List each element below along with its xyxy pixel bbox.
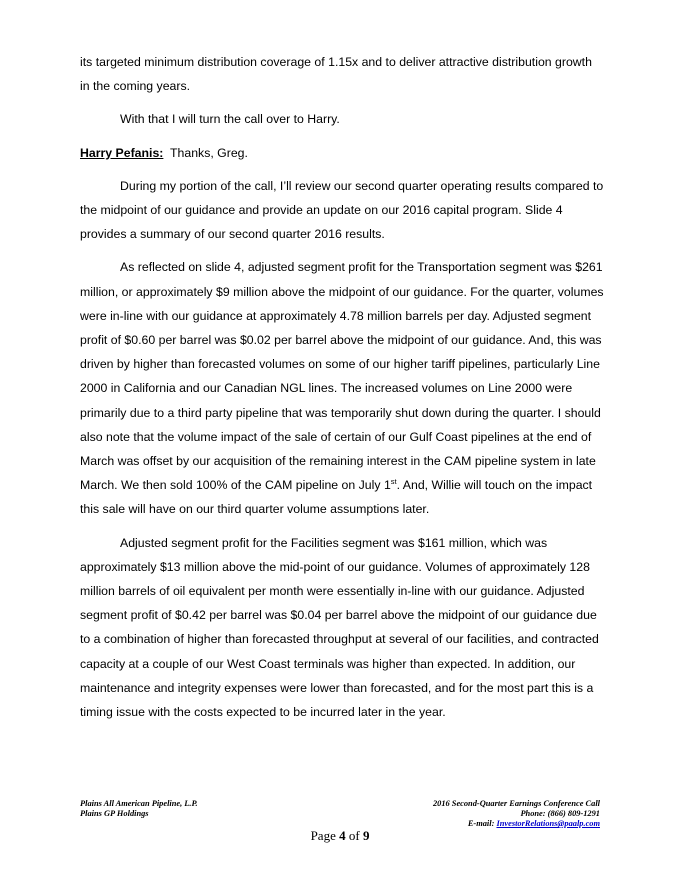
footer-company <box>80 799 198 819</box>
footer-phone: Phone: (866) 809-1291 <box>520 809 600 818</box>
page-current: 4 <box>339 828 346 843</box>
page-prefix: Page <box>310 828 340 843</box>
footer-company-name: Plains All American Pipeline, L.P. <box>80 799 198 808</box>
paragraph-review-intro: During my portion of the call, I’ll review our second quarter operating results compared to the midpoint of our guidance and provide an update on our 2016 capital program. Slide 4 provides a summary of our second quarter 2016 results. <box>80 178 604 242</box>
paragraph-transportation-segment <box>80 255 604 521</box>
page-total: 9 <box>362 828 370 843</box>
page-number <box>0 828 680 844</box>
paragraph-turn-over: With that I will turn the call over to Harry. <box>120 112 340 127</box>
paragraph-speaker-harry <box>80 141 604 165</box>
transportation-text-part2: . And, Willie will touch on the impact this sale will have on our third quarter volume assumptions later. <box>80 478 593 517</box>
footer-holdings-name: Plains GP Holdings <box>80 809 149 818</box>
page-of: of <box>345 828 363 843</box>
paragraph-facilities-segment: Adjusted segment profit for the Facilities segment was $161 million, which was approximately $13 million above the mid-point of our guidance. Volumes of approximately 128 million barrels of oil equivalent per month were essentially in-line with our guidance. Adjusted segment profit of $0.42 per barrel was $0.04 per barrel above the midpoint of our guidance due to a combination of higher than forecasted throughput at several of our facilities, and contracted capacity at a couple of our West Coast terminals was higher than expected. In addition, our maintenance and integrity expenses were lower than forecasted, and for the most part this is a timing issue with the costs expected to be incurred later in the year. <box>80 535 599 720</box>
transportation-text-part1: As reflected on slide 4, adjusted segment profit for the Transportation segment was $261 million, or approximately $9 million above the midpoint of our guidance. For the quarter, volumes were in-line with our guidance at approximately 4.78 million barrels per day. Adjusted segment profit of $0.60 per barrel was $0.02 per barrel above the midpoint of our guidance. And, this was driven by higher than forecasted volumes on some of our higher tariff pipelines, particularly Line 2000 in California and our Canadian NGL lines. The increased volumes on Line 2000 were primarily due to a third party pipeline that was temporarily shut down during the quarter. I should also note that the volume impact of the sale of certain of our Gulf Coast pipelines at the end of March was offset by our acquisition of the remaining interest in the CAM pipeline system in late March. We then sold 100% of the CAM pipeline on July 1 <box>80 260 604 493</box>
footer-email-label: E-mail: <box>467 819 497 828</box>
speaker-name: Harry Pefanis: <box>80 145 164 160</box>
footer-call-title: 2016 Second-Quarter Earnings Conference Call <box>432 799 600 808</box>
paragraph-distribution-coverage: its targeted minimum distribution coverage of 1.15x and to deliver attractive distribution growth in the coming years. <box>80 55 592 94</box>
document-body <box>80 50 604 733</box>
speaker-text: Thanks, Greg. <box>170 145 248 160</box>
investor-relations-email-link[interactable]: InvestorRelations@paalp.com <box>496 819 600 828</box>
footer-contact <box>433 799 600 829</box>
ordinal-superscript: st <box>390 477 397 487</box>
